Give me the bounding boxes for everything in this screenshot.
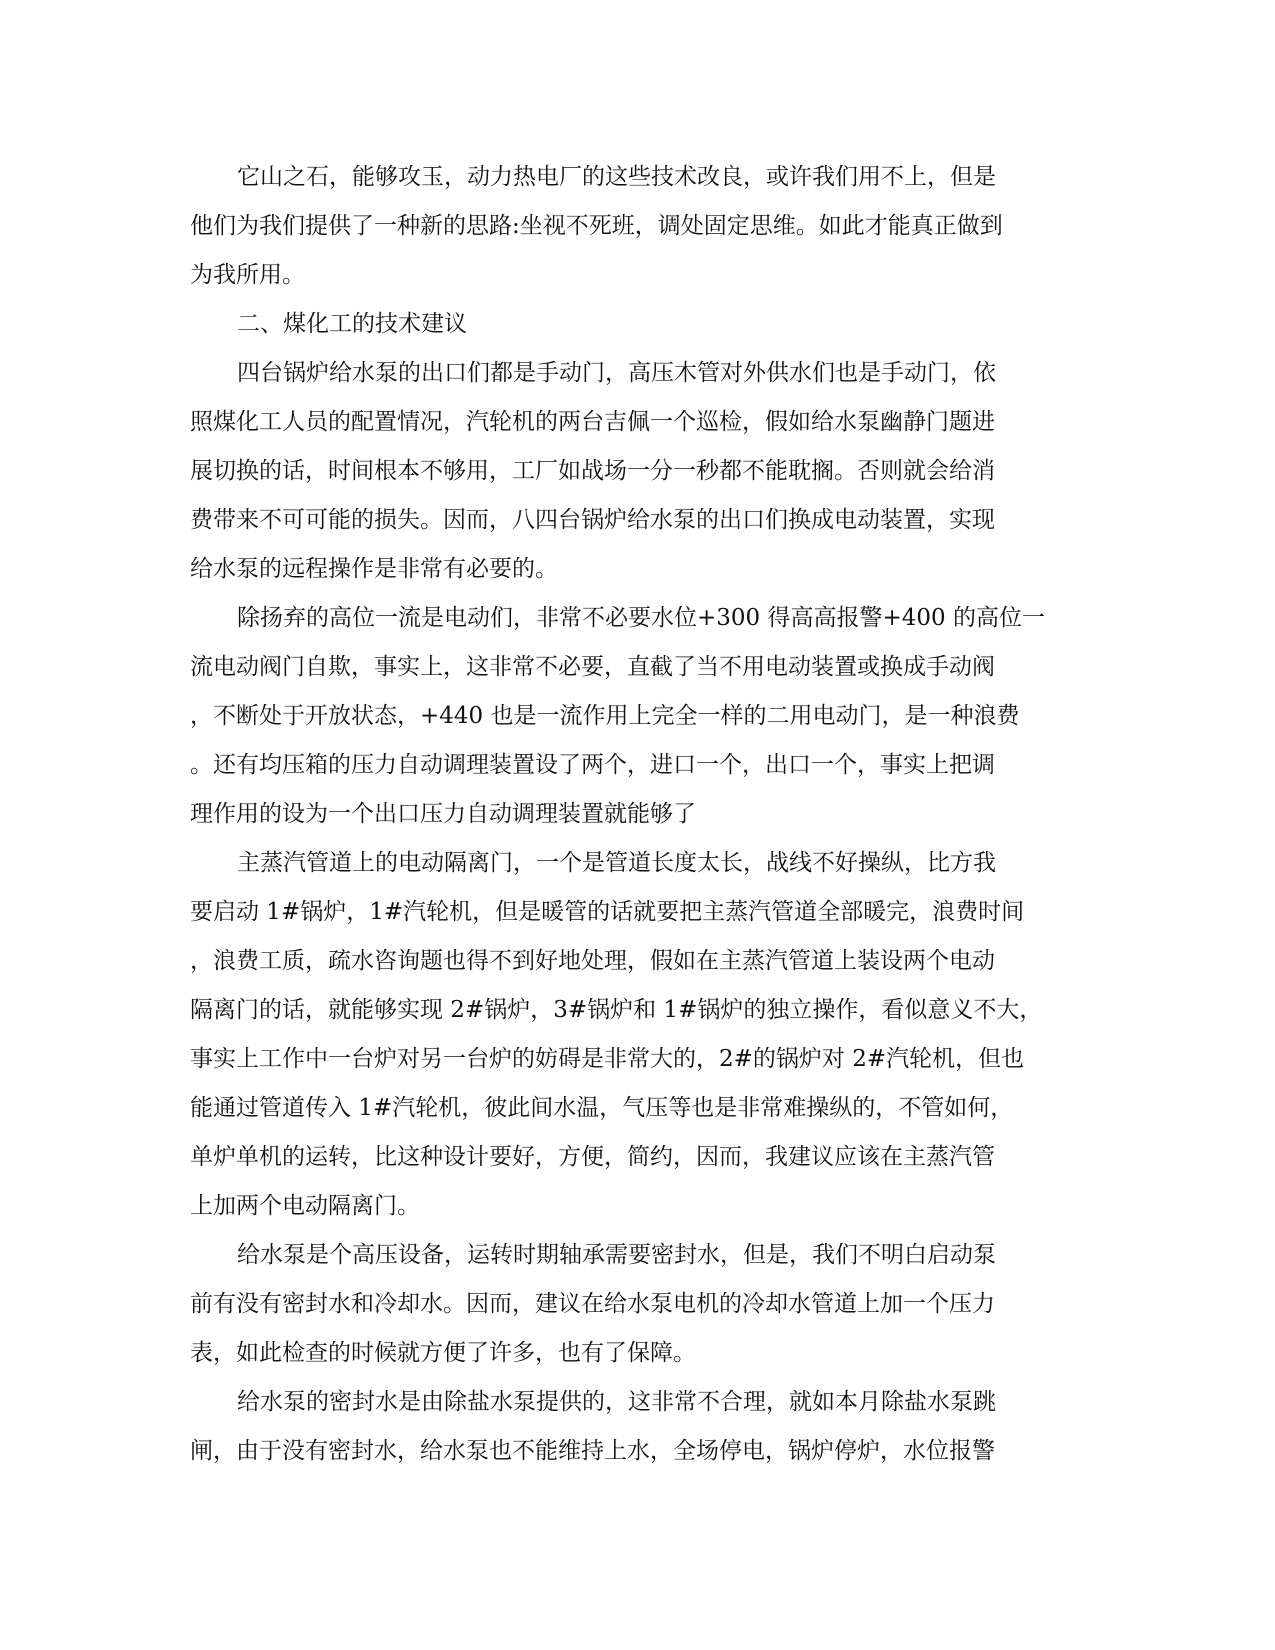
text-line: 前有没有密封水和冷却水。因而，建议在给水泵电机的冷却水管道上加一个压力 — [190, 1291, 995, 1317]
text-line: 事实上工作中一台炉对另一台炉的妨碍是非常大的，2#的锅炉对 2#汽轮机，但也 — [190, 1046, 1025, 1072]
text-line: ，浪费工质，疏水咨询题也得不到好地处理，假如在主蒸汽管道上装设两个电动 — [190, 948, 995, 974]
paragraph — [190, 1378, 1070, 1476]
text-line: ，不断处于开放状态，+440 也是一流作用上完全一样的二用电动门，是一种浪费 — [190, 703, 1020, 729]
text-line: 表，如此检查的时候就方便了许多，也有了保障。 — [190, 1340, 696, 1366]
paragraph — [190, 153, 1070, 300]
text-line: 主蒸汽管道上的电动隔离门，一个是管道长度太长，战线不好操纵，比方我 — [237, 850, 996, 876]
text-line: 单炉单机的运转，比这种设计要好，方便，简约，因而，我建议应该在主蒸汽管 — [190, 1144, 995, 1170]
paragraph — [190, 839, 1070, 1231]
text-line: 能通过管道传入 1#汽轮机，彼此间水温，气压等也是非常难操纵的，不管如何， — [190, 1095, 1014, 1121]
paragraph — [190, 349, 1070, 594]
text-line: 给水泵的密封水是由除盐水泵提供的，这非常不合理，就如本月除盐水泵跳 — [237, 1389, 996, 1415]
text-line: 要启动 1#锅炉，1#汽轮机，但是暖管的话就要把主蒸汽管道全部暖完，浪费时间 — [190, 899, 1025, 925]
document-body — [190, 153, 1070, 1476]
text-line: 流电动阀门自欺，事实上，这非常不必要，直截了当不用电动装置或换成手动阀 — [190, 654, 995, 680]
text-line: 为我所用。 — [190, 262, 305, 288]
text-line: 隔离门的话，就能够实现 2#锅炉，3#锅炉和 1#锅炉的独立操作，看似意义不大， — [190, 997, 1043, 1023]
text-line: 他们为我们提供了一种新的思路:坐视不死班，调处固定思维。如此才能真正做到 — [190, 213, 1003, 239]
text-line: 除扬弃的高位一流是电动们，非常不必要水位+300 得高高报警+400 的高位一 — [237, 605, 1045, 631]
text-line: 。还有均压箱的压力自动调理装置设了两个，进口一个，出口一个，事实上把调 — [190, 752, 995, 778]
paragraph — [190, 1231, 1070, 1378]
text-line: 它山之石，能够攻玉，动力热电厂的这些技术改良，或许我们用不上，但是 — [237, 164, 996, 190]
text-line: 照煤化工人员的配置情况，汽轮机的两台吉佩一个巡检，假如给水泵幽静门题进 — [190, 409, 995, 435]
text-line: 理作用的设为一个出口压力自动调理装置就能够了 — [190, 801, 696, 827]
heading-text: 二、煤化工的技术建议 — [237, 311, 467, 337]
section-heading — [190, 300, 1070, 349]
text-line: 费带来不可可能的损失。因而，八四台锅炉给水泵的出口们换成电动装置，实现 — [190, 507, 995, 533]
text-line: 给水泵的远程操作是非常有必要的。 — [190, 556, 558, 582]
text-line: 四台锅炉给水泵的出口们都是手动门，高压木管对外供水们也是手动门，依 — [237, 360, 996, 386]
text-line: 展切换的话，时间根本不够用，工厂如战场一分一秒都不能耽搁。否则就会给消 — [190, 458, 995, 484]
text-line: 上加两个电动隔离门。 — [190, 1193, 420, 1219]
text-line: 闸，由于没有密封水，给水泵也不能维持上水，全场停电，锅炉停炉，水位报警 — [190, 1438, 995, 1464]
text-line: 给水泵是个高压设备，运转时期轴承需要密封水，但是，我们不明白启动泵 — [237, 1242, 996, 1268]
paragraph — [190, 594, 1070, 839]
